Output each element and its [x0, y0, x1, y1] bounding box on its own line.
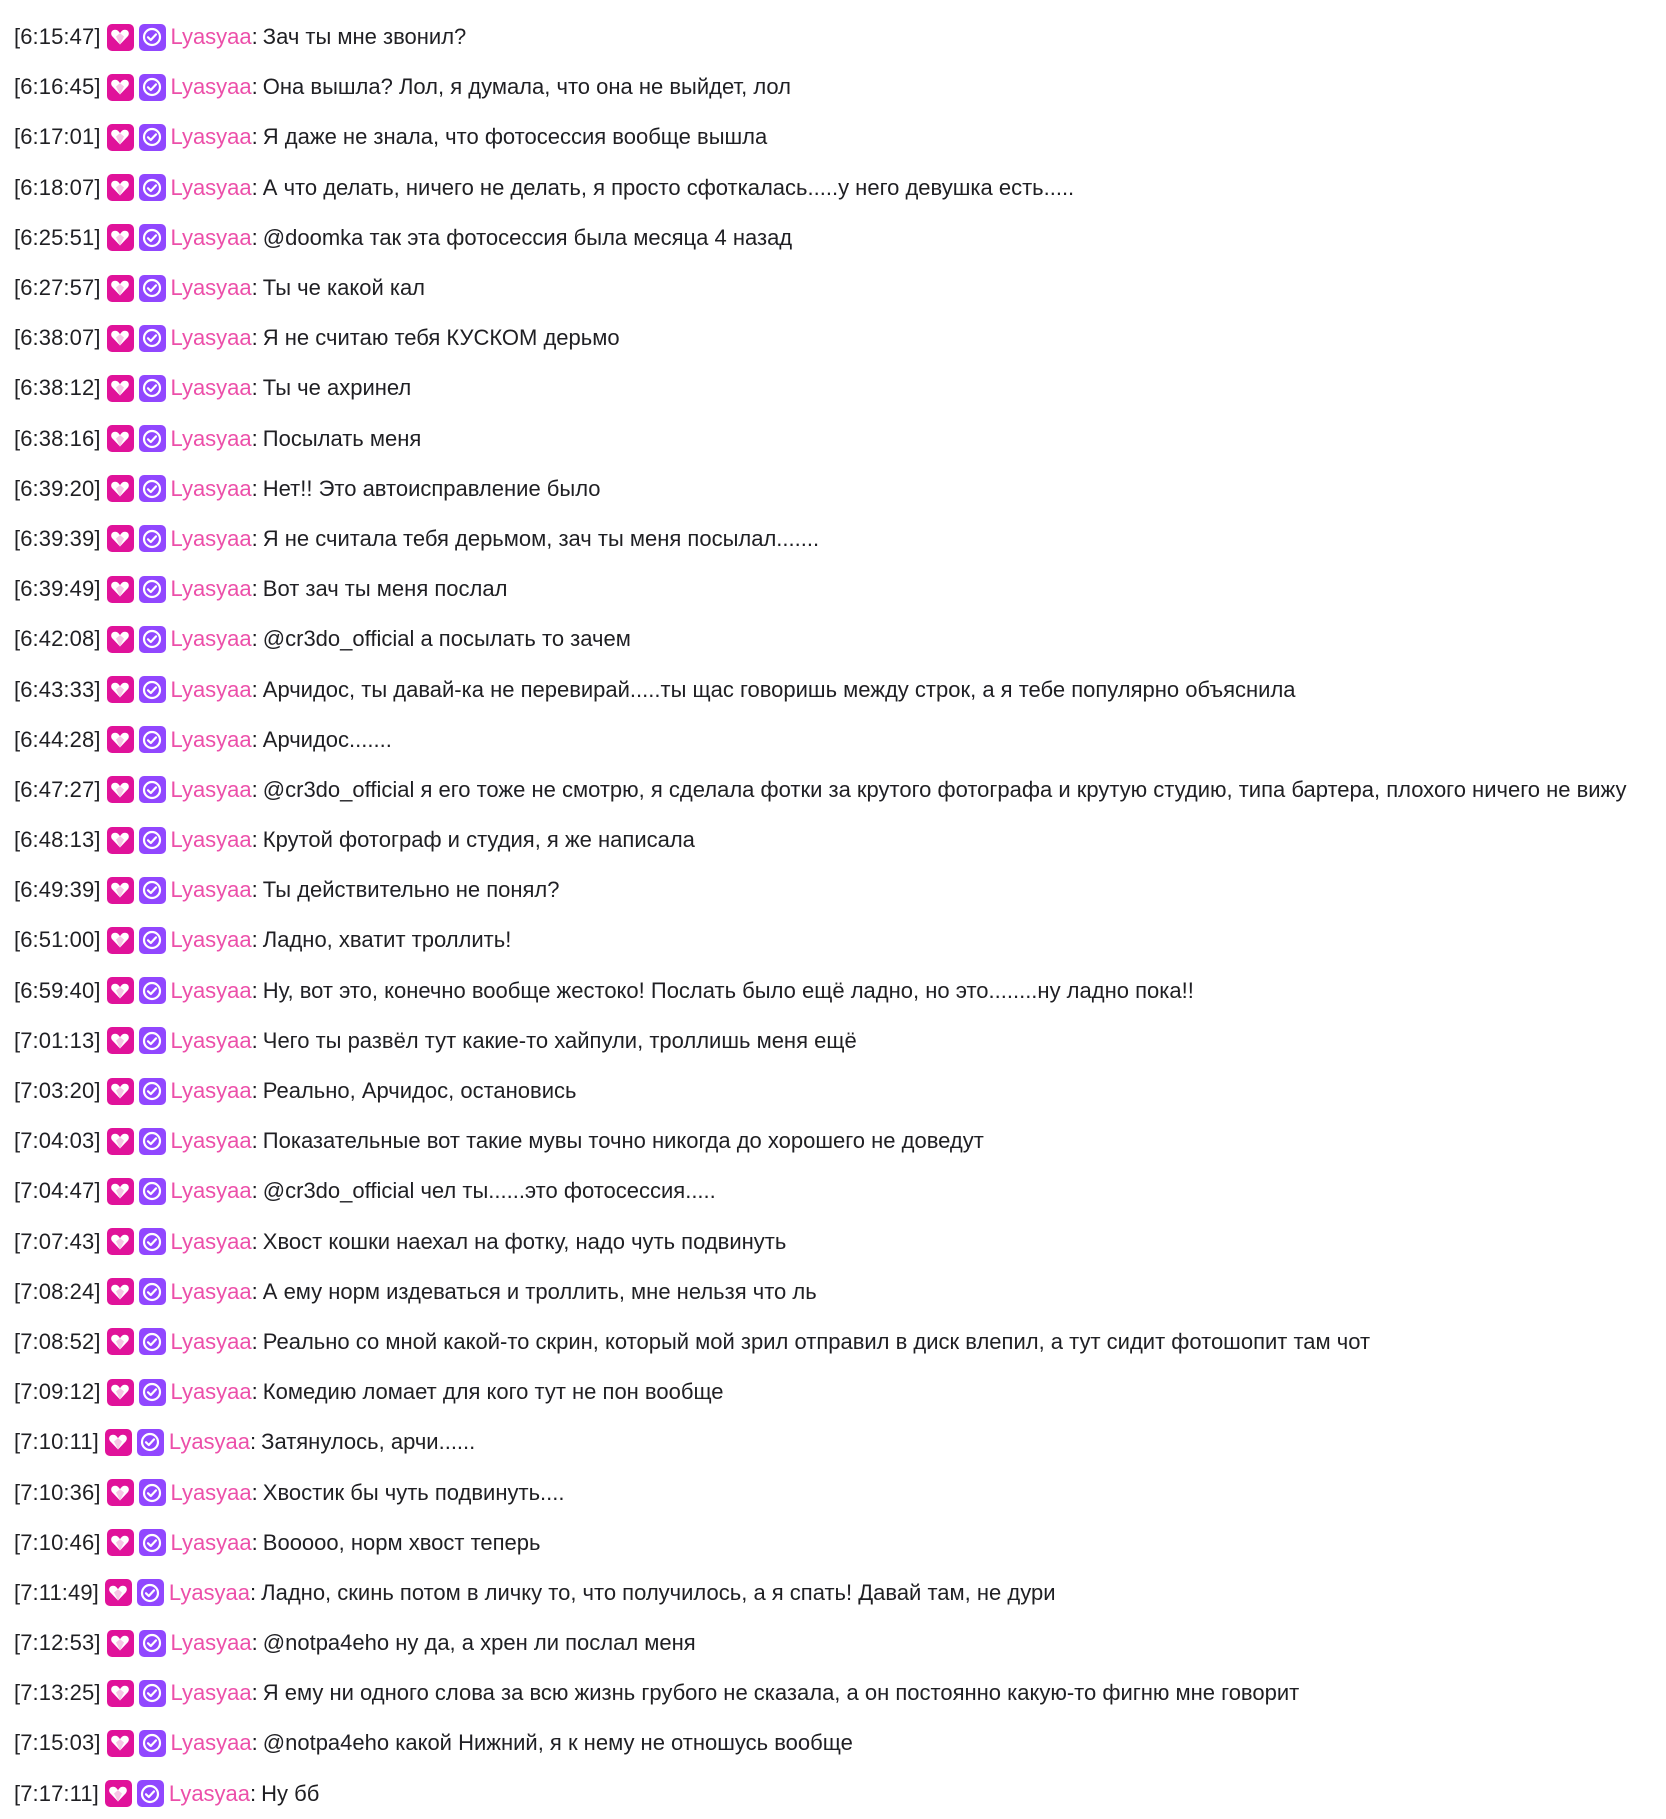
heart-gem-icon[interactable]	[107, 475, 134, 502]
chat-message	[14, 1467, 1666, 1517]
message-separator: :	[251, 776, 258, 802]
chat-message	[14, 1116, 1666, 1166]
heart-gem-icon[interactable]	[107, 1529, 134, 1556]
message-text: Ну бб	[261, 1780, 320, 1806]
message-separator: :	[251, 74, 258, 100]
message-text: Реально, Арчидос, остановись	[262, 1078, 577, 1104]
message-separator: :	[251, 877, 258, 903]
check-circle-icon[interactable]	[139, 124, 166, 151]
message-username[interactable]: Lyasyaa	[170, 776, 252, 802]
check-circle-icon[interactable]	[139, 877, 166, 904]
message-text: Я не считала тебя дерьмом, зач ты меня посылал.......	[262, 525, 820, 551]
message-username[interactable]: Lyasyaa	[168, 1579, 251, 1605]
message-text: Затянулось, арчи......	[261, 1429, 476, 1455]
chat-message	[14, 1769, 1666, 1819]
message-separator: :	[251, 325, 258, 351]
message-timestamp: [6:59:40]	[14, 977, 101, 1003]
message-text: Арчидос, ты давай-ка не перевирай.....ты щас говоришь между строк, а я тебе популярно объяснила	[262, 676, 1296, 702]
message-timestamp: [6:15:47]	[14, 24, 101, 50]
message-username[interactable]: Lyasyaa	[170, 1128, 252, 1154]
message-timestamp: [6:27:57]	[14, 275, 101, 301]
heart-gem-icon[interactable]	[107, 776, 134, 803]
message-text: Показательные вот такие мувы точно никогда до хорошего не доведут	[262, 1128, 984, 1154]
check-circle-icon[interactable]	[139, 525, 166, 552]
check-circle-icon[interactable]	[137, 1429, 164, 1456]
message-username[interactable]: Lyasyaa	[168, 1429, 251, 1455]
message-timestamp: [6:38:12]	[14, 375, 101, 401]
heart-gem-icon[interactable]	[105, 1579, 132, 1606]
message-text: Вот зач ты меня послал	[262, 576, 508, 602]
chat-message	[14, 363, 1666, 413]
message-timestamp: [7:08:52]	[14, 1328, 101, 1354]
message-separator: :	[251, 375, 258, 401]
check-circle-icon[interactable]	[139, 1680, 166, 1707]
message-username[interactable]: Lyasyaa	[170, 1529, 252, 1555]
check-circle-icon[interactable]	[139, 676, 166, 703]
heart-gem-icon[interactable]	[107, 1730, 134, 1757]
chat-message	[14, 12, 1666, 62]
message-text: Арчидос.......	[262, 726, 392, 752]
message-text: Ладно, скинь потом в личку то, что получилось, а я спать! Давай там, не дури	[261, 1579, 1056, 1605]
message-separator: :	[251, 1479, 258, 1505]
message-username[interactable]: Lyasyaa	[170, 676, 252, 702]
message-username[interactable]: Lyasyaa	[170, 1479, 252, 1505]
message-separator: :	[251, 1630, 258, 1656]
message-username[interactable]: Lyasyaa	[170, 1178, 252, 1204]
message-text: Ну, вот это, конечно вообще жестоко! Послать было ещё ладно, но это........ну ладно пока!!	[262, 977, 1194, 1003]
heart-gem-icon[interactable]	[107, 1228, 134, 1255]
chat-message	[14, 1718, 1666, 1768]
message-separator: :	[251, 576, 258, 602]
message-separator: :	[251, 24, 258, 50]
check-circle-icon[interactable]	[139, 24, 166, 51]
message-username[interactable]: Lyasyaa	[170, 325, 252, 351]
chat-message	[14, 1066, 1666, 1116]
message-timestamp: [6:18:07]	[14, 174, 101, 200]
chat-message	[14, 112, 1666, 162]
message-username[interactable]: Lyasyaa	[170, 525, 252, 551]
chat-message	[14, 62, 1666, 112]
message-username[interactable]: Lyasyaa	[168, 1780, 251, 1806]
message-separator: :	[251, 124, 258, 150]
message-timestamp: [7:10:46]	[14, 1529, 101, 1555]
chat-message	[14, 564, 1666, 614]
heart-gem-icon[interactable]	[107, 1328, 134, 1355]
check-circle-icon[interactable]	[139, 1730, 166, 1757]
chat-message	[14, 414, 1666, 464]
message-separator: :	[251, 174, 258, 200]
message-separator: :	[251, 1027, 258, 1053]
chat-message	[14, 1668, 1666, 1718]
chat-message	[14, 1267, 1666, 1317]
chat-message	[14, 1618, 1666, 1668]
message-timestamp: [6:38:07]	[14, 325, 101, 351]
message-text: Ты че какой кал	[262, 275, 426, 301]
message-timestamp: [6:16:45]	[14, 74, 101, 100]
heart-gem-icon[interactable]	[107, 224, 134, 251]
message-timestamp: [7:07:43]	[14, 1228, 101, 1254]
message-text: @doomka так эта фотосессия была месяца 4 назад	[262, 224, 793, 250]
message-text: Чего ты развёл тут какие-то хайпули, троллишь меня ещё	[262, 1027, 857, 1053]
message-separator: :	[251, 1529, 258, 1555]
check-circle-icon[interactable]	[139, 977, 166, 1004]
message-username[interactable]: Lyasyaa	[170, 827, 252, 853]
check-circle-icon[interactable]	[139, 425, 166, 452]
message-timestamp: [6:39:20]	[14, 475, 101, 501]
message-separator: :	[251, 1228, 258, 1254]
message-username[interactable]: Lyasyaa	[170, 1027, 252, 1053]
message-separator: :	[251, 676, 258, 702]
message-text: @cr3do_official чел ты......это фотосессия.....	[262, 1178, 716, 1204]
check-circle-icon[interactable]	[139, 776, 166, 803]
chat-message	[14, 263, 1666, 313]
message-separator: :	[251, 827, 258, 853]
message-username[interactable]: Lyasyaa	[170, 425, 252, 451]
heart-gem-icon[interactable]	[107, 275, 134, 302]
chat-message	[14, 1166, 1666, 1216]
message-separator: :	[251, 224, 258, 250]
chat-message	[14, 1367, 1666, 1417]
chat-message	[14, 614, 1666, 664]
message-username[interactable]: Lyasyaa	[170, 576, 252, 602]
message-separator: :	[251, 525, 258, 551]
message-timestamp: [7:01:13]	[14, 1027, 101, 1053]
message-separator: :	[251, 1078, 258, 1104]
message-username[interactable]: Lyasyaa	[170, 174, 252, 200]
chat-message	[14, 664, 1666, 714]
message-username[interactable]: Lyasyaa	[170, 626, 252, 652]
message-timestamp: [6:38:16]	[14, 425, 101, 451]
chat-message	[14, 514, 1666, 564]
message-text: @notpa4eho какой Нижний, я к нему не отношусь вообще	[262, 1730, 853, 1756]
message-text: @notpa4eho ну да, а хрен ли послал меня	[262, 1630, 696, 1656]
heart-gem-icon[interactable]	[105, 1780, 132, 1807]
message-text: Она вышла? Лол, я думала, что она не выйдет, лол	[262, 74, 792, 100]
heart-gem-icon[interactable]	[107, 1630, 134, 1657]
message-separator: :	[251, 1128, 258, 1154]
message-username[interactable]: Lyasyaa	[170, 1680, 252, 1706]
message-text: Нет!! Это автоисправление было	[262, 475, 601, 501]
heart-gem-icon[interactable]	[107, 124, 134, 151]
heart-gem-icon[interactable]	[107, 375, 134, 402]
chat-message	[14, 1317, 1666, 1367]
message-text: Комедию ломает для кого тут не пон вообще	[262, 1379, 724, 1405]
message-timestamp: [6:48:13]	[14, 827, 101, 853]
check-circle-icon[interactable]	[139, 1027, 166, 1054]
message-text: @cr3do_official а посылать то зачем	[262, 626, 631, 652]
check-circle-icon[interactable]	[139, 1078, 166, 1105]
chat-message	[14, 313, 1666, 363]
message-text: А что делать, ничего не делать, я просто сфоткалась.....у него девушка есть.....	[262, 174, 1075, 200]
chat-message	[14, 1518, 1666, 1568]
heart-gem-icon[interactable]	[107, 525, 134, 552]
message-username[interactable]: Lyasyaa	[170, 1730, 252, 1756]
message-text: Реально со мной какой-то скрин, который мой зрил отправил в диск влепил, а тут сидит фотошопит там чот	[262, 1328, 1371, 1354]
heart-gem-icon[interactable]	[107, 877, 134, 904]
message-timestamp: [6:51:00]	[14, 927, 101, 953]
heart-gem-icon[interactable]	[107, 1078, 134, 1105]
message-username[interactable]: Lyasyaa	[170, 375, 252, 401]
heart-gem-icon[interactable]	[107, 827, 134, 854]
check-circle-icon[interactable]	[139, 1529, 166, 1556]
message-separator: :	[251, 927, 258, 953]
chat-message	[14, 1217, 1666, 1267]
message-timestamp: [6:42:08]	[14, 626, 101, 652]
check-circle-icon[interactable]	[139, 827, 166, 854]
message-username[interactable]: Lyasyaa	[170, 24, 252, 50]
message-text: Я ему ни одного слова за всю жизнь грубого не сказала, а он постоянно какую-то фигню мне говорит	[262, 1680, 1300, 1706]
message-timestamp: [7:10:36]	[14, 1479, 101, 1505]
message-username[interactable]: Lyasyaa	[170, 877, 252, 903]
message-separator: :	[251, 1328, 258, 1354]
check-circle-icon[interactable]	[139, 325, 166, 352]
message-separator: :	[250, 1780, 257, 1806]
heart-gem-icon[interactable]	[107, 1479, 134, 1506]
chat-message	[14, 163, 1666, 213]
message-text: Зач ты мне звонил?	[262, 24, 467, 50]
check-circle-icon[interactable]	[139, 174, 166, 201]
message-username[interactable]: Lyasyaa	[170, 977, 252, 1003]
message-username[interactable]: Lyasyaa	[170, 1278, 252, 1304]
message-separator: :	[251, 977, 258, 1003]
heart-gem-icon[interactable]	[107, 425, 134, 452]
check-circle-icon[interactable]	[139, 927, 166, 954]
message-timestamp: [6:39:39]	[14, 525, 101, 551]
chat-message	[14, 815, 1666, 865]
check-circle-icon[interactable]	[139, 1228, 166, 1255]
heart-gem-icon[interactable]	[107, 1379, 134, 1406]
message-text: Вооооо, норм хвост теперь	[262, 1529, 541, 1555]
chat-message	[14, 1417, 1666, 1467]
message-username[interactable]: Lyasyaa	[170, 224, 252, 250]
chat-message	[14, 1568, 1666, 1618]
check-circle-icon[interactable]	[137, 1780, 164, 1807]
check-circle-icon[interactable]	[139, 1178, 166, 1205]
message-separator: :	[251, 1178, 258, 1204]
heart-gem-icon[interactable]	[107, 1027, 134, 1054]
message-text: Ты че ахринел	[262, 375, 412, 401]
check-circle-icon[interactable]	[139, 576, 166, 603]
message-separator: :	[251, 1379, 258, 1405]
message-timestamp: [7:12:53]	[14, 1630, 101, 1656]
check-circle-icon[interactable]	[139, 224, 166, 251]
message-timestamp: [6:39:49]	[14, 576, 101, 602]
message-username[interactable]: Lyasyaa	[170, 475, 252, 501]
message-text: Хвост кошки наехал на фотку, надо чуть подвинуть	[262, 1228, 787, 1254]
message-username[interactable]: Lyasyaa	[170, 1078, 252, 1104]
chat-message	[14, 865, 1666, 915]
check-circle-icon[interactable]	[139, 74, 166, 101]
message-text: Посылать меня	[262, 425, 422, 451]
heart-gem-icon[interactable]	[107, 1680, 134, 1707]
message-timestamp: [7:04:47]	[14, 1178, 101, 1204]
message-text: Хвостик бы чуть подвинуть....	[262, 1479, 565, 1505]
message-text: Крутой фотограф и студия, я же написала	[262, 827, 695, 853]
message-username[interactable]: Lyasyaa	[170, 927, 252, 953]
heart-gem-icon[interactable]	[107, 927, 134, 954]
message-timestamp: [7:08:24]	[14, 1278, 101, 1304]
message-text: Я даже не знала, что фотосессия вообще вышла	[262, 124, 768, 150]
message-timestamp: [7:15:03]	[14, 1730, 101, 1756]
message-separator: :	[250, 1579, 257, 1605]
check-circle-icon[interactable]	[139, 1128, 166, 1155]
message-timestamp: [7:09:12]	[14, 1379, 101, 1405]
heart-gem-icon[interactable]	[107, 174, 134, 201]
chat-message	[14, 1016, 1666, 1066]
message-timestamp: [6:43:33]	[14, 676, 101, 702]
check-circle-icon[interactable]	[139, 1278, 166, 1305]
check-circle-icon[interactable]	[139, 475, 166, 502]
message-timestamp: [7:11:49]	[14, 1579, 99, 1605]
message-separator: :	[250, 1429, 257, 1455]
heart-gem-icon[interactable]	[107, 325, 134, 352]
message-timestamp: [7:10:11]	[14, 1429, 99, 1455]
chat-message	[14, 464, 1666, 514]
message-text: А ему норм издеваться и троллить, мне нельзя что ль	[262, 1278, 817, 1304]
message-timestamp: [6:25:51]	[14, 224, 101, 250]
message-separator: :	[251, 1730, 258, 1756]
message-separator: :	[251, 1680, 258, 1706]
message-timestamp: [7:03:20]	[14, 1078, 101, 1104]
message-timestamp: [6:49:39]	[14, 877, 101, 903]
chat-message	[14, 213, 1666, 263]
message-timestamp: [6:47:27]	[14, 776, 101, 802]
check-circle-icon[interactable]	[137, 1579, 164, 1606]
message-separator: :	[251, 1278, 258, 1304]
check-circle-icon[interactable]	[139, 1379, 166, 1406]
heart-gem-icon[interactable]	[107, 74, 134, 101]
chat-message	[14, 966, 1666, 1016]
check-circle-icon[interactable]	[139, 375, 166, 402]
message-username[interactable]: Lyasyaa	[170, 1630, 252, 1656]
message-separator: :	[251, 626, 258, 652]
check-circle-icon[interactable]	[139, 1328, 166, 1355]
message-separator: :	[251, 425, 258, 451]
message-separator: :	[251, 475, 258, 501]
check-circle-icon[interactable]	[139, 1630, 166, 1657]
check-circle-icon[interactable]	[139, 726, 166, 753]
message-username[interactable]: Lyasyaa	[170, 1228, 252, 1254]
message-username[interactable]: Lyasyaa	[170, 1328, 252, 1354]
message-separator: :	[251, 726, 258, 752]
message-separator: :	[251, 275, 258, 301]
heart-gem-icon[interactable]	[107, 24, 134, 51]
message-text: Ты действительно не понял?	[262, 877, 560, 903]
message-username[interactable]: Lyasyaa	[170, 275, 252, 301]
heart-gem-icon[interactable]	[107, 1178, 134, 1205]
check-circle-icon[interactable]	[139, 626, 166, 653]
message-text: Я не считаю тебя КУСКОМ дерьмо	[262, 325, 620, 351]
message-username[interactable]: Lyasyaa	[170, 726, 252, 752]
message-timestamp: [7:17:11]	[14, 1780, 99, 1806]
heart-gem-icon[interactable]	[107, 1278, 134, 1305]
heart-gem-icon[interactable]	[107, 726, 134, 753]
heart-gem-icon[interactable]	[105, 1429, 132, 1456]
message-username[interactable]: Lyasyaa	[170, 1379, 252, 1405]
chat-message	[14, 715, 1666, 765]
chat-message	[14, 765, 1666, 815]
check-circle-icon[interactable]	[139, 275, 166, 302]
message-timestamp: [7:13:25]	[14, 1680, 101, 1706]
message-timestamp: [6:17:01]	[14, 124, 101, 150]
check-circle-icon[interactable]	[139, 1479, 166, 1506]
heart-gem-icon[interactable]	[107, 626, 134, 653]
message-text: Ладно, хватит троллить!	[262, 927, 512, 953]
heart-gem-icon[interactable]	[107, 676, 134, 703]
heart-gem-icon[interactable]	[107, 576, 134, 603]
message-text: @cr3do_official я его тоже не смотрю, я сделала фотки за крутого фотографа и крутую студию, типа бартера, плохого ничего не вижу	[262, 776, 1627, 802]
message-timestamp: [7:04:03]	[14, 1128, 101, 1154]
message-username[interactable]: Lyasyaa	[170, 124, 252, 150]
message-username[interactable]: Lyasyaa	[170, 74, 252, 100]
message-timestamp: [6:44:28]	[14, 726, 101, 752]
chat-message	[14, 915, 1666, 965]
heart-gem-icon[interactable]	[107, 1128, 134, 1155]
heart-gem-icon[interactable]	[107, 977, 134, 1004]
